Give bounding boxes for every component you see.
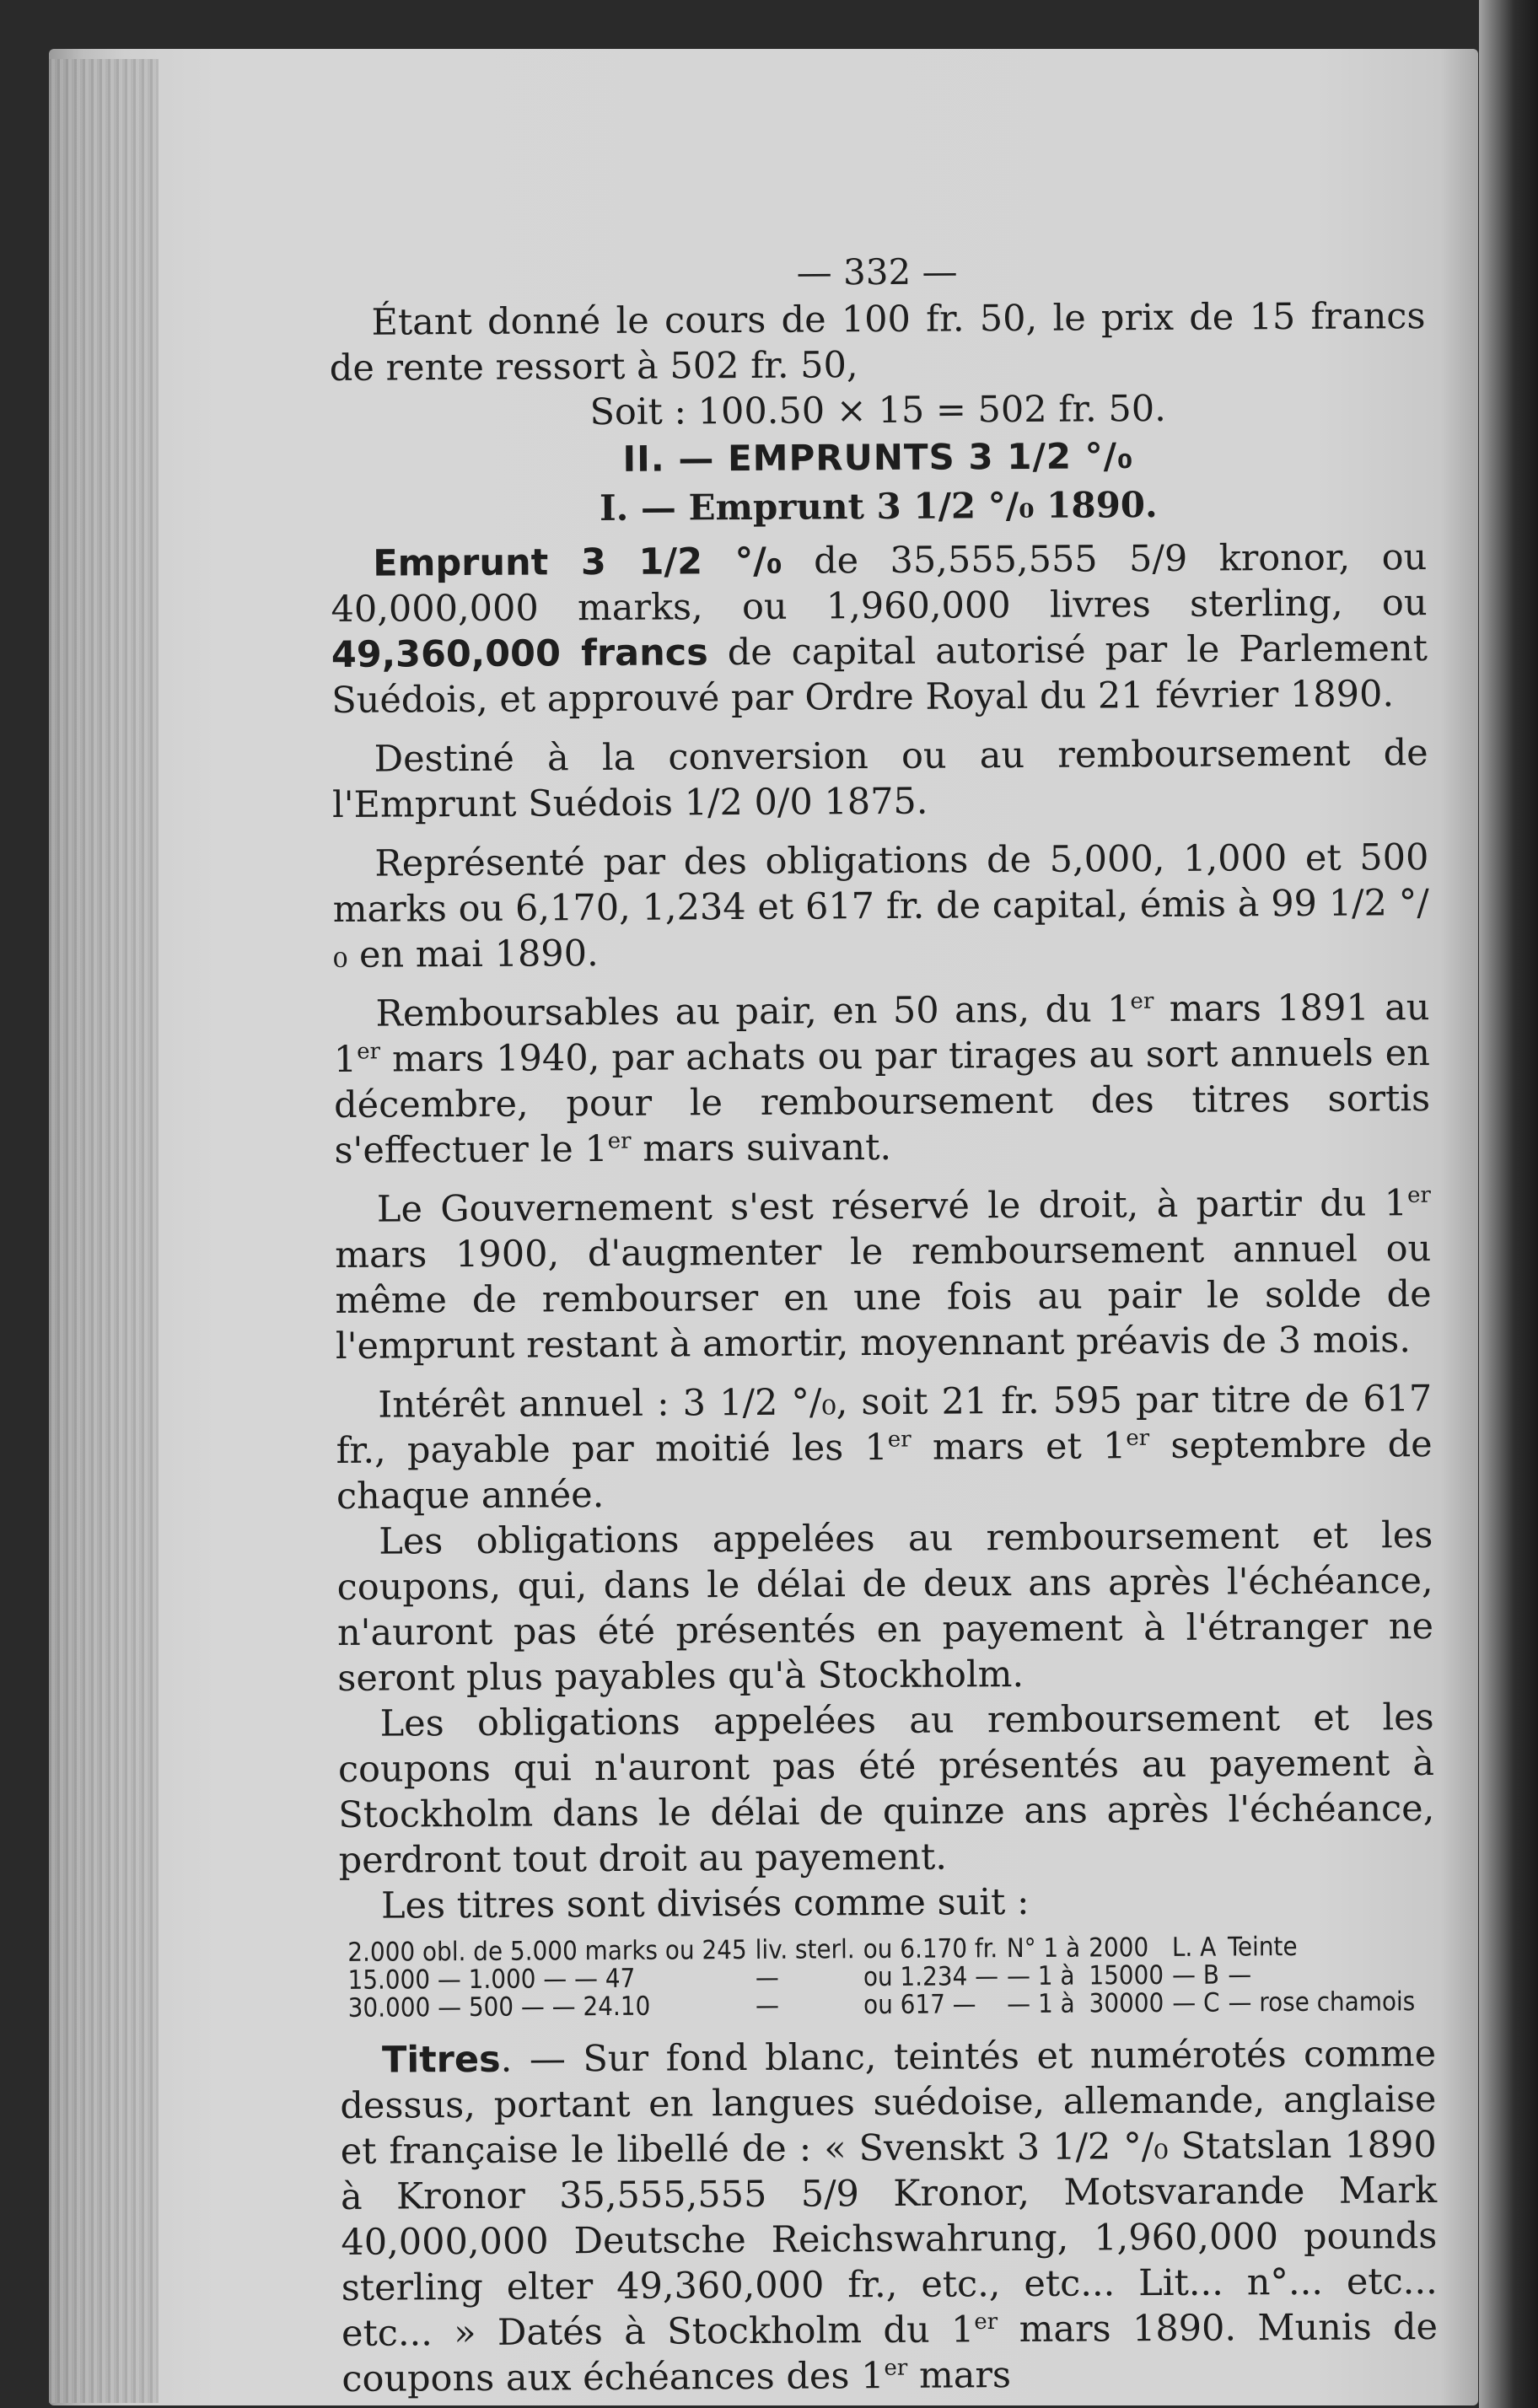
text-span: mars suivant.: [631, 1126, 892, 1170]
text-span: septembre de chaque année.: [336, 1423, 1433, 1518]
table-cell: — C: [1172, 1987, 1220, 2018]
text-span: de 35,555,555 5/9 kronor, ou 40,000,000 marks, ou 1,960,000 livres sterling, ou: [331, 536, 1428, 631]
denominations-table: [347, 1932, 1423, 2023]
table-cell: 15.000 — 1.000 — — 47: [347, 1963, 636, 1996]
table-cell: ou 6.170 fr.: [863, 1933, 998, 1965]
text-span: mars et 1: [911, 1425, 1127, 1469]
capital-amount: 49,360,000 francs: [331, 632, 708, 676]
table-cell: — rose chamois: [1228, 1986, 1416, 2018]
table-cell: — B: [1171, 1959, 1220, 1991]
subsection-heading: I. — Emprunt 3 1/2 °/₀ 1890.: [599, 484, 1158, 529]
table-cell: 15000: [1089, 1959, 1164, 1991]
paragraph-divises: Les titres sont divisés comme suit :: [380, 1880, 1030, 1927]
text-span: mars 1890. Munis de coupons aux échéances des 1: [341, 2306, 1439, 2400]
paragraph-represente: Représenté par des obligations de 5,000, 1,000 et 500 marks ou 6,170, 1,234 et 617 fr. de capital, émis à 99 1/2 °/₀ en mai 1890.: [332, 836, 1429, 976]
paragraph-obligations-etranger: Les obligations appelées au remboursement et les coupons, qui, dans le délai de deux ans après l'échéance, n'auront pas été présentés en payement à l'étranger ne seront plus payables qu'à Stockholm.: [336, 1514, 1434, 1700]
superscript: er: [357, 1039, 381, 1065]
table-cell: 30.000 — 500 — — 24.10: [347, 1991, 651, 2024]
binding-shadow: [1479, 0, 1538, 2408]
table-cell: — 1 à: [1006, 1960, 1075, 1992]
page-text: [329, 246, 1439, 2402]
text-span: . — Sur fond blanc, teintés et numérotés comme dessus, portant en langues suédoise, allemande, anglaise et française le libellé de : « Svenskt 3 1/2 °/₀ Statslan 1890 à Kronor 35,555,555 5/9 Kronor, Motsvarande Mark 40,000,000 Deutsche Reichswahrung, 1,960,000 pounds sterling elter 49,360,000 fr., etc., etc... Lit... n°... etc... etc... » Datés à Stockholm du 1: [340, 2033, 1438, 2355]
table-cell: — 1 à: [1007, 1988, 1075, 2020]
table-cell: 30000: [1089, 1987, 1164, 2019]
paragraph-interet: [336, 1376, 1433, 1519]
table-cell: liv. sterl.: [755, 1934, 855, 1965]
page-edges: [49, 59, 159, 2403]
table-cell: L. A: [1171, 1932, 1217, 1963]
text-span: Intérêt annuel : 3 1/2 °/₀, soit 21 fr. 595 par titre de 617 fr., payable par moitié les 1: [336, 1378, 1433, 1472]
paragraph-destine: Destiné à la conversion ou au remboursement de l'Emprunt Suédois 1/2 0/0 1875.: [331, 732, 1428, 826]
table-cell: ou 617 —: [863, 1989, 976, 2021]
text-span: mars 1891 au 1: [333, 986, 1430, 1081]
table-cell: —: [755, 1962, 779, 1993]
text-span: Le Gouvernement s'est réservé le droit, à partir du 1: [376, 1182, 1408, 1231]
text-span: de capital autorisé par le Parlement Suédois, et approuvé par Ordre Royal du 21 février 1890.: [331, 627, 1428, 722]
text-span: mars 1940, par achats ou par tirages au sort annuels en décembre, pour le remboursement des titres sortis s'effectuer le 1: [334, 1032, 1431, 1172]
text-span: mars 1900, d'augmenter le remboursement annuel ou même de rembourser en une fois au pair le solde de l'emprunt restant à amortir, moyennant préavis de 3 mois.: [335, 1228, 1432, 1368]
superscript: er: [607, 1128, 632, 1154]
text-span: Remboursables au pair, en 50 ans, du 1: [375, 988, 1131, 1035]
table-cell: —: [1228, 1959, 1252, 1991]
superscript: er: [974, 2309, 998, 2335]
table-row: [348, 1988, 1424, 2023]
paragraph-titres: [340, 2031, 1439, 2402]
titres-label: Titres: [381, 2038, 501, 2082]
paragraph-remboursables: [333, 985, 1430, 1174]
table-cell: 2.000 obl. de 5.000 marks ou 245: [347, 1935, 747, 1968]
table-cell: N° 1 à: [1006, 1932, 1081, 1965]
table-cell: —: [755, 1990, 780, 2021]
page-number: — 332 —: [796, 250, 958, 293]
superscript: er: [887, 1427, 912, 1453]
emprunt-label: Emprunt 3 1/2 °/₀: [373, 540, 782, 585]
superscript: er: [1126, 1425, 1150, 1451]
calculation-line: Soit : 100.50 × 15 = 502 fr. 50.: [589, 387, 1166, 434]
paragraph-emprunt: [331, 535, 1428, 723]
superscript: er: [884, 2355, 908, 2381]
table-cell: ou 1.234 —: [863, 1961, 999, 1993]
superscript: er: [1130, 988, 1154, 1014]
superscript: er: [1406, 1182, 1431, 1208]
table-cell: 2000: [1089, 1932, 1149, 1964]
paragraph-gouvernement: [335, 1180, 1432, 1369]
text-span: mars: [907, 2354, 1012, 2397]
section-heading: II. — EMPRUNTS 3 1/2 °/₀: [622, 435, 1134, 480]
table-cell: Teinte: [1228, 1932, 1298, 1963]
paragraph-obligations-stockholm: Les obligations appelées au remboursement et les coupons qui n'auront pas été présentés au payement à Stockholm dans le délai de quinze ans après l'échéance, perdront tout droit au payement.: [337, 1696, 1435, 1882]
intro-paragraph: Étant donné le cours de 100 fr. 50, le prix de 15 francs de rente ressort à 502 fr. 50,: [329, 295, 1426, 390]
